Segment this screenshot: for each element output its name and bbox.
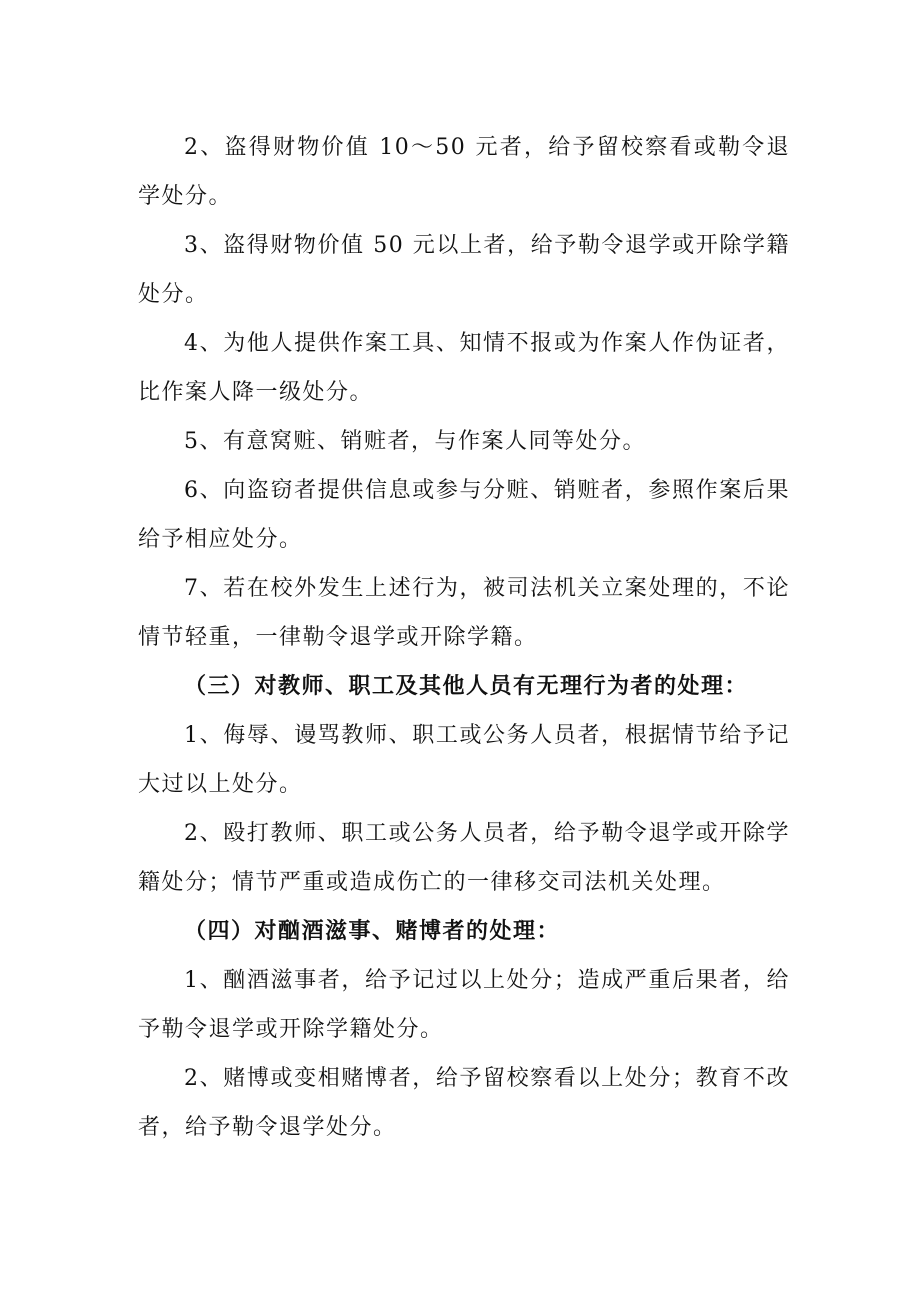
theft-item-5: 5、有意窝赃、销赃者，与作案人同等处分。 [184, 429, 646, 454]
disrespect-item-1: 1、侮辱、谩骂教师、职工或公务人员者，根据情节给予记大过以上处分。 [138, 723, 790, 797]
theft-item-4: 4、为他人提供作案工具、知情不报或为作案人作伪证者，比作案人降一级处分。 [138, 331, 790, 405]
theft-item-7: 7、若在校外发生上述行为，被司法机关立案处理的，不论情节轻重，一律勒令退学或开除学籍。 [138, 576, 790, 650]
document-body [138, 123, 790, 1152]
disrespect-item-2: 2、殴打教师、职工或公务人员者，给予勒令退学或开除学籍处分；情节严重或造成伤亡的一律移交司法机关处理。 [138, 821, 790, 895]
section-heading-4: （四）对酗酒滋事、赌博者的处理： [184, 918, 561, 944]
theft-item-3: 3、盗得财物价值 50 元以上者，给予勒令退学或开除学籍处分。 [138, 233, 790, 307]
gambling-item-2: 2、赌博或变相赌博者，给予留校察看以上处分；教育不改者，给予勒令退学处分。 [138, 1066, 790, 1140]
theft-item-6: 6、向盗窃者提供信息或参与分赃、销赃者，参照作案后果给予相应处分。 [138, 478, 790, 552]
section-heading-3: （三）对教师、职工及其他人员有无理行为者的处理： [184, 673, 749, 699]
theft-item-2: 2、盗得财物价值 10～50 元者，给予留校察看或勒令退学处分。 [138, 135, 790, 209]
drinking-item-1: 1、酗酒滋事者，给予记过以上处分；造成严重后果者，给予勒令退学或开除学籍处分。 [138, 968, 790, 1042]
